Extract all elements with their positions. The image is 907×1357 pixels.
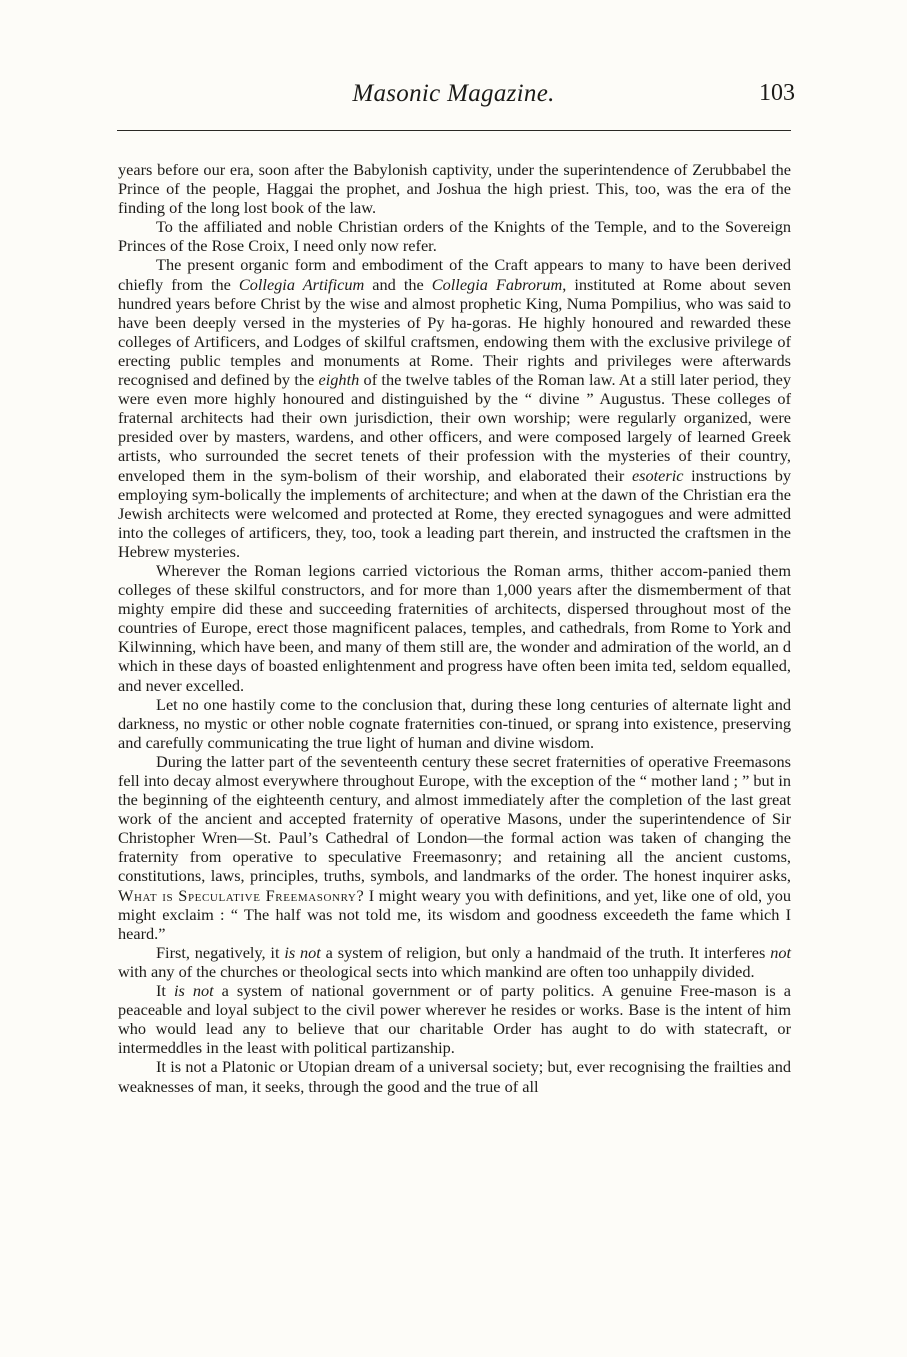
italic-run: not [770, 942, 791, 962]
text-run: years before our era, soon after the Babylonish captivity, under the superintendence of Zerubbabel the Prince of the people, Haggai the prophet, and Joshua the high priest. This, too, was the era of the finding of the long lost book of the law. [118, 160, 791, 218]
text-run: Wherever the Roman legions carried victorious the Roman arms, thither accom-panied them colleges of these skilful constructors, and for more than 1,000 years after the dismemberment of that mighty empire did these and succeeding fraternities of architects, dispersed throughout most of the countries of Europe, erect those magnificent palaces, temples, and cathedrals, from Rome to York and Kilwinning, which have been, and many of them still are, the wonder and admiration of the world, an d which in these days of boasted enlightenment and progress have often been imita ted, seldom equalled, and never excelled. [118, 560, 791, 695]
paragraph-cognate-fraternities [118, 695, 791, 752]
article-body [118, 160, 791, 1096]
page-number: 103 [759, 80, 795, 106]
italic-run: is not [284, 942, 321, 962]
paragraph-not-religion [118, 943, 791, 981]
text-run: I might weary you with definitions, and yet, like one of old, you might exclaim : “ The half was not told me, its wisdom and goodness exceedeth the fame which I heard.” [118, 885, 791, 943]
small-caps-run: What is Speculative Freemasonry? [118, 885, 365, 905]
text-run: To the affiliated and noble Christian orders of the Knights of the Temple, and to the Sovereign Princes of the Rose Croix, I need only now refer. [118, 217, 791, 256]
text-run: It is not a Platonic or Utopian dream of a universal society; but, ever recognising the frailties and weaknesses of man, it seeks, through the good and the true of all [118, 1057, 791, 1096]
text-run: Let no one hastily come to the conclusion that, during these long centuries of alternate light and darkness, no mystic or other noble cognate fraternities con-tinued, or sprang into existence, preserving and carefully communicating the true light of human and divine wisdom. [118, 694, 791, 752]
text-run: The present organic form and embodiment of the Craft appears to many to have been derived chiefly from the [118, 255, 791, 294]
running-title: Masonic Magazine. [352, 80, 555, 107]
text-run: instructions by employing sym-bolically the implements of architecture; and when at the dawn of the Christian era the Jewish architects were welcomed and protected at Rome, they erected synagogues and were admitted into the colleges of artificers, they, too, took a leading part therein, and instructed the craftsmen in the Hebrew mysteries. [118, 465, 792, 561]
paragraph-roman-legions [118, 561, 791, 695]
paragraph-not-utopian [118, 1057, 791, 1095]
italic-run: Collegia Fabrorum [431, 274, 563, 294]
text-run: First, negatively, it [156, 942, 285, 962]
text-run: a system of national government or of party politics. A genuine Free-mason is a peaceable and loyal subject to the civil power wherever he resides or works. Base is the intent of him who would lead any to believe that our charitable Order has aught to do with statecraft, or intermeddles in the least with political partizanship. [118, 981, 791, 1058]
header-rule [117, 130, 791, 131]
text-run: and the [364, 274, 432, 294]
text-run: During the latter part of the seventeenth century these secret fraternities of operative Freemasons fell into decay almost everywhere throughout Europe, with the exception of the “ mother land ; ” but in the beginning of the eighteenth century, and almost immediately after the completion of the last great work of the ancient and accepted fraternity of operative Masons, under the superintendence of Sir Christopher Wren—St. Paul’s Cathedral of London—the formal action was taken of changing the fraternity from operative to speculative Freemasonry; and retaining all the ancient customs, constitutions, laws, principles, truths, symbols, and landmarks of the order. The honest inquirer asks, [118, 751, 791, 886]
italic-run: eighth [318, 370, 360, 390]
text-run: a system of religion, but only a handmaid of the truth. It interferes [320, 942, 771, 962]
text-run: , instituted at Rome about seven hundred years before Christ by the wise and almost prophetic King, Numa Pompilius, who was said to have been deeply versed in the mysteries of Py ha-goras. He highly honoured and rewarded these colleges of Artificers, and Lodges of skilful craftsmen, endowing them with the exclusive privilege of erecting public temples and monuments at Rome. Their rights and privileges were afterwards recognised and defined by the [118, 274, 792, 390]
paragraph-continued [118, 160, 791, 217]
italic-run: esoteric [631, 465, 684, 485]
page-header [0, 0, 907, 130]
paragraph-roman-colleges [118, 255, 791, 561]
text-run: with any of the churches or theological sects into which mankind are often too unhappily divided. [118, 961, 755, 981]
paragraph-knights-templar [118, 217, 791, 255]
italic-run: is not [173, 981, 214, 1001]
text-run: It [156, 981, 174, 1001]
paragraph-not-politics [118, 981, 791, 1057]
text-run: of the twelve tables of the Roman law. At a still later period, they were even more highly honoured and distinguished by the “ divine ” Augustus. These colleges of fraternal architects had their own jurisdiction, their own worship; were regularly organized, were presided over by masters, wardens, and other officers, and were composed largely of learned Greek artists, who surrounded the secret tenets of their profession with the mysteries of their country, enveloped them in the sym-bolism of their worship, and elaborated their [118, 370, 791, 485]
italic-run: Collegia Artificum [238, 274, 365, 294]
paragraph-speculative-freemasonry [118, 752, 791, 943]
